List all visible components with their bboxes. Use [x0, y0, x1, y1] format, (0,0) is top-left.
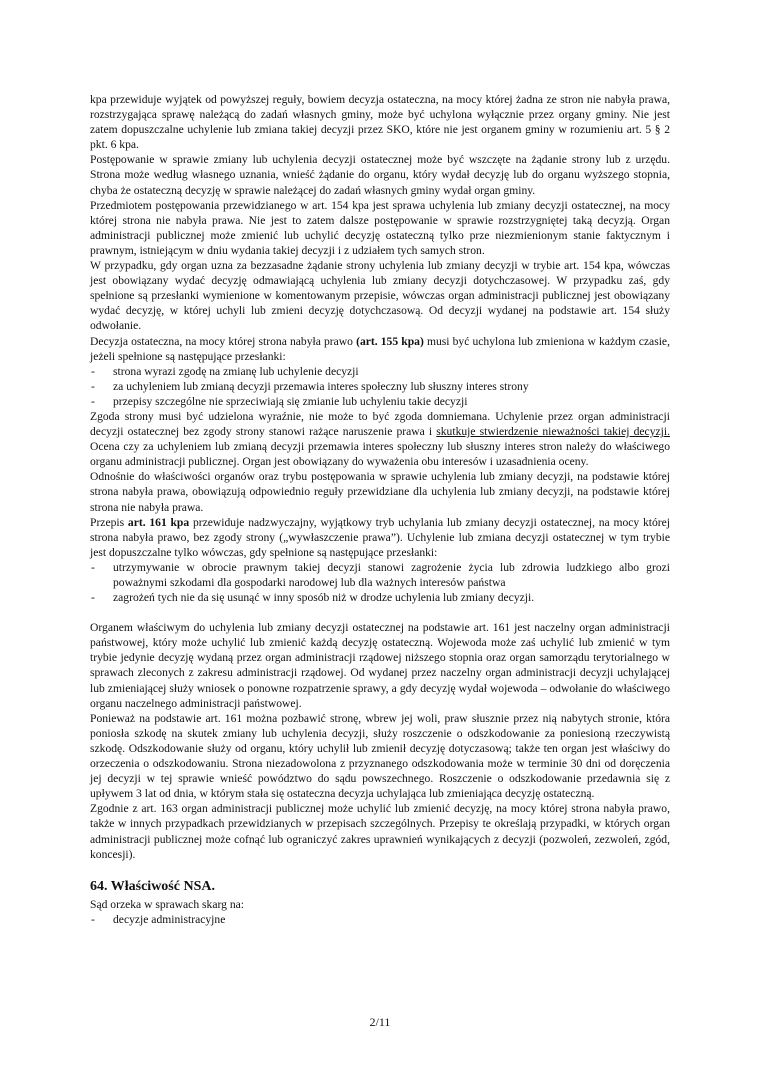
paragraph-4: W przypadku, gdy organ uzna za bezzasadne żądanie strony uchylenia lub zmiany decyzji w trybie art. 154 kpa, wówczas jest obowiązany wydać decyzję odmawiającą uchylenia lub zmiany decyzji dotychczasowej. W przypadku zaś, gdy spełnione są przesłanki wymienione w komentowanym przepisie, wówczas organ administracji publicznej jest obowiązany wydać decyzję, w której uchyli lub zmieni decyzję dotychczasową. Od decyzji wydanej na podstawie art. 154 służy odwołanie.: [90, 259, 670, 333]
paragraph-8: [90, 515, 670, 560]
section-list: [90, 912, 670, 927]
text-run: Ocena czy za uchyleniem lub zmianą decyzji przemawia interes społeczny lub słuszny interes stron należy do właściwego organu administracji publicznej. Organ jest obowiązany do wyważenia obu interesów i uzasadnienia oceny.: [90, 440, 670, 469]
list-item: - przepisy szczególne nie sprzeciwiają się zmianie lub uchyleniu takie decyzji: [90, 394, 670, 409]
section-heading: 64. Właściwość NSA.: [90, 878, 215, 894]
paragraph-10: Ponieważ na podstawie art. 161 można pozbawić stronę, wbrew jej woli, praw słusznie przez nią nabytych stronie, która poniosła szkodę na skutek zmiany lub uchylenia decyzji, służy roszczenie o odszkodowanie za poniesioną rzeczywistą szkodę. Odszkodowanie służy od organu, który uchylił lub zmienił decyzję dotyczasową; także ten organ jest właściwy do orzeczenia o odszkodowaniu. Strona niezadowolona z przyznanego odszkodowania może w terminie 30 dni od doręczenia jej decyzji w tej sprawie wnieść powództwo do sądu powszechnego. Roszczenie o odszkodowanie przedawnia się z upływem 3 lat od dnia, w którym stała się ostateczna decyzja uchylająca lub zmieniająca decyzję ostateczną.: [90, 711, 670, 801]
conditions-list-155: [90, 364, 670, 409]
list-item: - utrzymywanie w obrocie prawnym takiej decyzji stanowi zagrożenie życia lub zdrowia ludzkiego albo grozi poważnymi szkodami dla gospodarki narodowej lub dla ważnych interesów państwa: [90, 560, 670, 590]
page-number: 2/11: [369, 1015, 391, 1029]
paragraph-9: Organem właściwym do uchylenia lub zmiany decyzji ostatecznej na podstawie art. 161 jest naczelny organ administracji państwowej, który może uchylić lub zmienić każdą decyzję ostateczną. Wojewoda może zaś uchylić lub zmienić w tym trybie jedynie decyzję wydaną przez organ administracji rządowej niższego stopnia oraz organ samorządu terytorialnego w sprawach zleconych z zakresu administracji rządowej. Od wydanej przez naczelny organ administracji decyzji uchylającej lub zmieniającej służy wniosek o ponowne rozpatrzenie sprawy, a gdy decyzję wydał wojewoda – odwołanie do właściwego organu naczelnego administracji państwowej.: [90, 621, 670, 710]
list-item: - zagrożeń tych nie da się usunąć w inny sposób niż w drodze uchylenia lub zmiany decyzji.: [90, 590, 670, 605]
bold-reference: (art. 155 kpa): [356, 334, 424, 348]
paragraph-2: Postępowanie w sprawie zmiany lub uchylenia decyzji ostatecznej może być wszczęte na żądanie strony lub z urzędu. Strona może według własnego uznania, wnieść żądanie do organu, który wydał decyzję lub do organu wyższego stopnia, chyba że ostateczną decyzję w sprawie należącej do zadań własnych gminy wydał organ gminy.: [90, 153, 670, 197]
text-run: musi być uchylona lub zmieniona w każdym czasie, jeżeli spełnione są następujące przesłanki:: [90, 334, 670, 363]
document-page: [90, 92, 670, 927]
list-item: - decyzje administracyjne: [90, 912, 670, 927]
text-run: Decyzja ostateczna, na mocy której strona nabyła prawo: [90, 334, 357, 348]
text-run: Przepis: [90, 515, 128, 529]
underlined-text: skutkuje stwierdzenie nieważności takiej decyzji.: [436, 425, 670, 439]
bold-reference: art. 161 kpa: [127, 515, 190, 529]
paragraph-7: Odnośnie do właściwości organów oraz trybu postępowania w sprawie uchylenia lub zmiany decyzji, na podstawie której strona nabyła prawa, obowiązują odpowiednio reguły przewidziane dla uchylenia lub zmiany decyzji, na podstawie której strona nie nabyła prawa.: [90, 470, 670, 514]
paragraph-1: kpa przewiduje wyjątek od powyższej reguły, bowiem decyzja ostateczna, na mocy której żadna ze stron nie nabyła prawa, rozstrzygająca sprawę należącą do zadań własnych gminy, może być uchylona wyłącznie przez organy gminy. Nie jest zatem dopuszczalne uchylenie lub zmiana takiej decyzji przez SKO, które nie jest organem gminy w rozumieniu art. 5 § 2 pkt. 6 kpa.: [90, 93, 670, 152]
blank-line: [90, 605, 670, 620]
text-run: Zgoda strony musi być udzielona wyraźnie, nie może to być zgoda domniemana. Uchylenie przez organ administracji decyzji ostatecznej bez zgody strony stanowi rażące naruszenie prawa i: [90, 409, 670, 439]
conditions-list-161: [90, 560, 670, 605]
paragraph-6: [90, 409, 670, 469]
paragraph-11: Zgodnie z art. 163 organ administracji publicznej może uchylić lub zmienić decyzję, na mocy której strona nabyła prawo, także w innych przypadkach przewidzianych w przepisach szczególnych. Przepisy te określają przypadki, w których organ administracji publicznej może cofnąć lub ograniczyć zakres uprawnień wynikających z decyzji (pozwoleń, zezwoleń, zgód, koncesji).: [90, 802, 670, 861]
paragraph-3: Przedmiotem postępowania przewidzianego w art. 154 kpa jest sprawa uchylenia lub zmiany decyzji ostatecznej, na mocy której strona nie nabyła prawa. Nie jest to zatem dalsze postępowanie w sprawie rozstrzygniętej taką decyzją. Organ administracji publicznej może zmienić lub uchylić decyzję ostateczną tylko prze niezmienionym stanie faktycznym i prawnym, istniejącym w dniu wydania takiej decyzji i z udziałem tych samych stron.: [90, 198, 670, 257]
paragraph-5: [90, 334, 670, 364]
text-run: przewiduje nadzwyczajny, wyjątkowy tryb uchylania lub zmiany decyzji ostatecznej, na mocy której strona nabyła prawo, bez zgody strony („wywłaszczenie prawa”). Uchylenie lub zmiana decyzji ostatecznej w tym trybie jest dopuszczalne tylko wówczas, gdy spełnione są następujące przesłanki:: [90, 515, 670, 559]
list-item: - strona wyrazi zgodę na zmianę lub uchylenie decyzji: [90, 364, 670, 379]
section-intro: Sąd orzeka w sprawach skarg na:: [90, 897, 244, 911]
list-item: - za uchyleniem lub zmianą decyzji przemawia interes społeczny lub słuszny interes strony: [90, 379, 670, 394]
